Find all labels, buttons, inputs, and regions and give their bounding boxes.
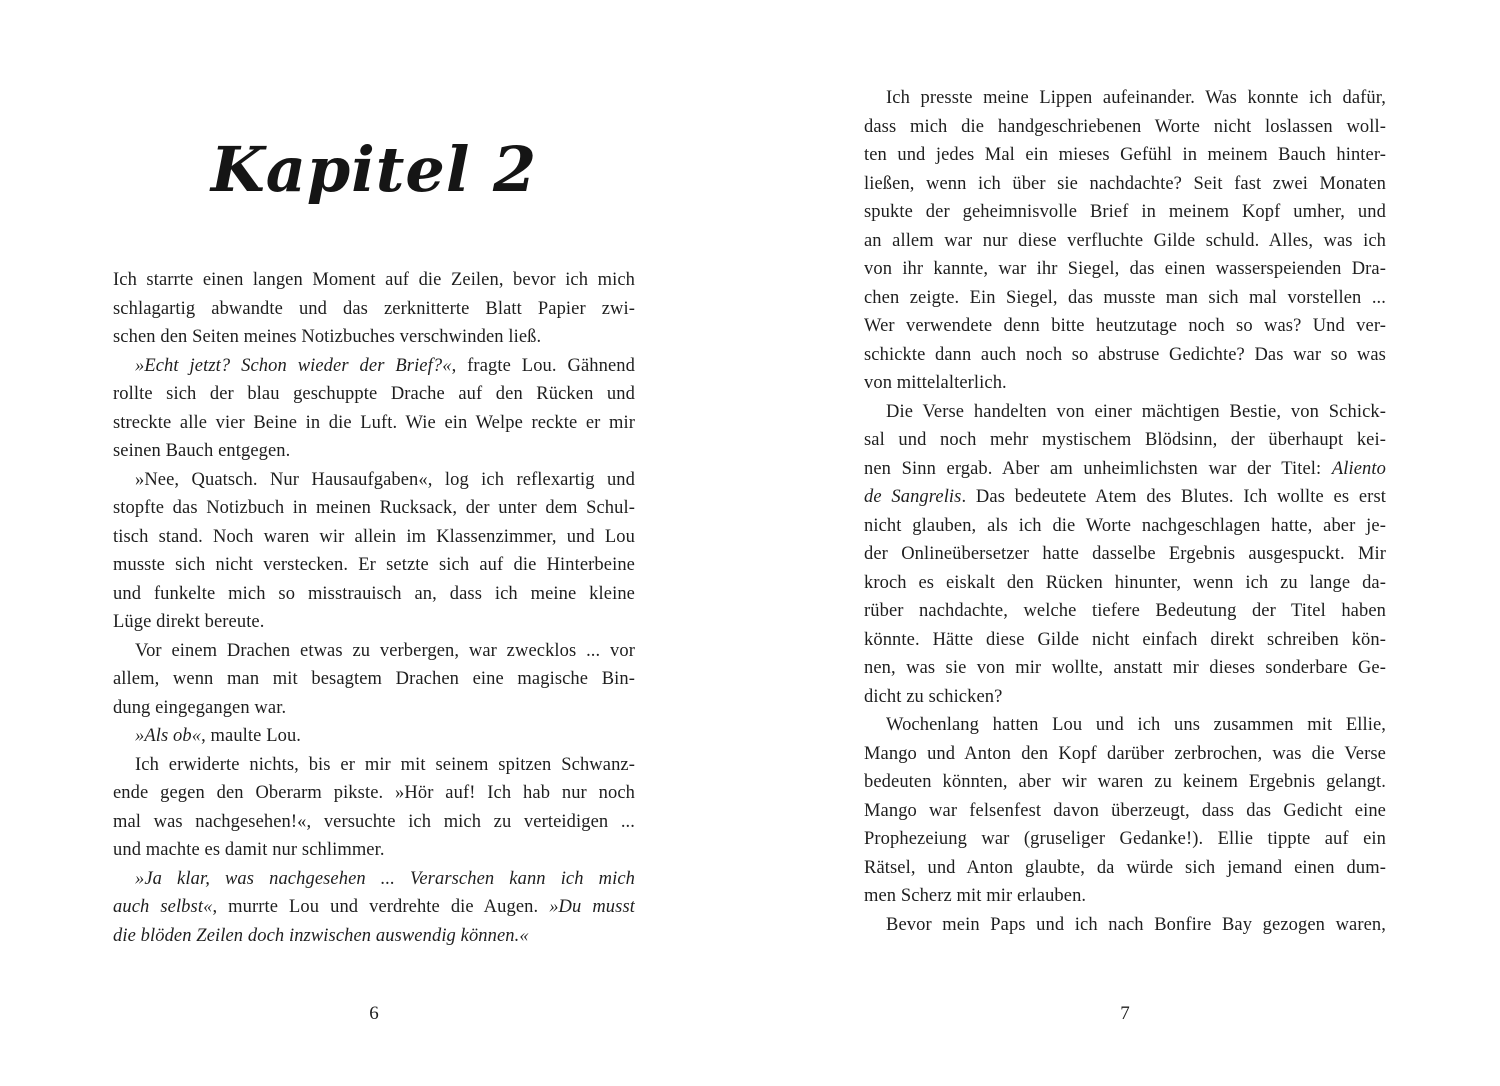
text-line [113, 409, 635, 438]
text-line [864, 540, 1386, 569]
text-line [113, 694, 635, 723]
text-segment: von mittelalterlich. [864, 373, 1007, 393]
text-line [864, 882, 1386, 911]
text-line [864, 768, 1386, 797]
text-line [864, 341, 1386, 370]
text-segment: spukte der geheimnisvolle Brief in meinem Kopf umher, und [864, 202, 1386, 222]
text-line [864, 227, 1386, 256]
italic-text-segment: »Echt jetzt? Schon wieder der Brief?« [135, 355, 452, 376]
text-segment: sal und noch mehr mystischem Blödsinn, der überhaupt kei- [864, 430, 1386, 450]
text-segment: und machte es damit nur schlimmer. [113, 840, 385, 860]
text-segment: musste sich nicht verstecken. Er setzte sich auf die Hinterbeine [113, 555, 635, 575]
text-line [864, 455, 1386, 484]
text-segment: . Das bedeutete Atem des Blutes. Ich wollte es erst [961, 487, 1386, 507]
text-line [113, 722, 635, 751]
text-line [113, 323, 635, 352]
text-line [864, 654, 1386, 683]
chapter-title: Kapitel 2 [210, 133, 538, 206]
text-segment: der Onlineübersetzer hatte dasselbe Ergebnis ausgespuckt. Mir [864, 544, 1386, 564]
text-line [113, 608, 635, 637]
text-segment: , fragte Lou. Gähnend [451, 355, 635, 376]
text-line [113, 494, 635, 523]
text-segment: an allem war nur diese verfluchte Gilde schuld. Alles, was ich [864, 230, 1386, 251]
text-segment: chen zeigte. Ein Siegel, das musste man sich mal vorstellen ... [864, 287, 1386, 308]
right-page-text [864, 84, 1386, 939]
text-line [864, 198, 1386, 227]
text-line [864, 740, 1386, 769]
text-line [864, 797, 1386, 826]
text-line [113, 808, 635, 837]
text-segment: dass mich die handgeschriebenen Worte nicht loslassen woll- [864, 116, 1386, 137]
text-line [113, 437, 635, 466]
text-line [864, 369, 1386, 398]
text-line [864, 141, 1386, 170]
text-line [864, 626, 1386, 655]
text-segment: ten und jedes Mal ein mieses Gefühl in meinem Bauch hinter- [864, 145, 1386, 165]
text-segment: dicht zu schicken? [864, 686, 1003, 707]
text-line [864, 170, 1386, 199]
text-segment: Wochenlang hatten Lou und ich uns zusammen mit Ellie, [886, 715, 1386, 735]
text-line [113, 665, 635, 694]
text-segment: schlagartig abwandte und das zerknitterte Blatt Papier zwi- [113, 298, 635, 319]
text-segment: allem, wenn man mit besagtem Drachen eine magische Bin- [113, 669, 635, 689]
text-segment: ließen, wenn ich über sie nachdachte? Seit fast zwei Monaten [864, 173, 1386, 194]
text-line [864, 512, 1386, 541]
text-segment: könnte. Hätte diese Gilde nicht einfach direkt schreiben kön- [864, 629, 1386, 650]
left-page-text [113, 266, 635, 950]
text-segment: tisch stand. Noch waren wir allein im Klassenzimmer, und Lou [113, 526, 635, 547]
text-line [113, 922, 635, 951]
text-line [864, 312, 1386, 341]
text-segment: und funkelte mich so misstrauisch an, dass ich meine kleine [113, 583, 635, 604]
text-line [113, 779, 635, 808]
text-line [864, 426, 1386, 455]
text-segment: Mango und Anton den Kopf darüber zerbrochen, was die Verse [864, 743, 1386, 764]
text-line [864, 284, 1386, 313]
text-line [864, 398, 1386, 427]
text-segment: men Scherz mit mir erlauben. [864, 886, 1087, 906]
text-line [113, 637, 635, 666]
text-segment: Mango war felsenfest davon überzeugt, dass das Gedicht eine [864, 800, 1386, 821]
text-line [864, 711, 1386, 740]
text-segment: streckte alle vier Beine in die Luft. Wie ein Welpe reckte er mir [113, 412, 635, 433]
text-segment: von ihr kannte, war ihr Siegel, das einen wasserspeienden Dra- [864, 259, 1386, 279]
italic-text-segment: Aliento [1331, 458, 1386, 479]
text-segment: mal was nachgesehen!«, versuchte ich mich zu verteidigen ... [113, 811, 635, 832]
text-line [864, 911, 1386, 940]
text-line [113, 466, 635, 495]
text-segment: dung eingegangen war. [113, 697, 287, 718]
text-segment: rollte sich der blau geschuppte Drache auf den Rücken und [113, 384, 635, 404]
text-segment: bedeuten könnten, aber wir waren zu keinem Ergebnis gelangt. [864, 772, 1386, 792]
text-line [113, 380, 635, 409]
text-line [113, 523, 635, 552]
italic-text-segment: die blöden Zeilen doch inzwischen auswendig können.« [113, 925, 529, 946]
text-line [113, 580, 635, 609]
italic-text-segment: de Sangrelis [864, 487, 962, 507]
left-page-number: 6 [369, 1003, 379, 1024]
text-segment: Ich presste meine Lippen aufeinander. Was konnte ich dafür, [886, 88, 1386, 108]
text-segment: rüber nachdachte, welche tiefere Bedeutung der Titel haben [864, 601, 1386, 621]
text-line [113, 865, 635, 894]
text-line [864, 825, 1386, 854]
text-segment: ende gegen den Oberarm pikste. »Hör auf! Ich hab nur noch [113, 783, 635, 803]
text-line [864, 597, 1386, 626]
text-line [113, 295, 635, 324]
text-line [864, 255, 1386, 284]
text-segment: Wer verwendete denn bitte heutzutage noch so was? Und ver- [864, 316, 1386, 336]
text-segment: »Nee, Quatsch. Nur Hausaufgaben«, log ich reflexartig und [135, 469, 635, 490]
text-segment: Die Verse handelten von einer mächtigen Bestie, von Schick- [886, 401, 1386, 422]
text-line [113, 266, 635, 295]
text-line [864, 113, 1386, 142]
italic-text-segment: auch selbst« [113, 897, 213, 917]
text-segment: nen Sinn ergab. Aber am unheimlichsten war der Titel: [864, 458, 1332, 479]
text-segment: schen den Seiten meines Notizbuches verschwinden ließ. [113, 327, 542, 347]
italic-text-segment: »Als ob« [135, 726, 202, 746]
text-segment: Prophezeiung war (gruseliger Gedanke!). Ellie tippte auf ein [864, 829, 1386, 849]
italic-text-segment: »Ja klar, was nachgesehen ... Verarschen kann ich mich [135, 868, 635, 889]
text-line [113, 352, 635, 381]
text-line [864, 569, 1386, 598]
right-page-number: 7 [1120, 1003, 1130, 1024]
text-segment: nicht glauben, als ich die Worte nachgeschlagen hatte, aber je- [864, 515, 1386, 536]
text-line [864, 683, 1386, 712]
text-segment: schickte dann auch noch so abstruse Gedichte? Das war so was [864, 344, 1386, 365]
text-segment: kroch es eiskalt den Rücken hinunter, wenn ich zu lange da- [864, 572, 1386, 593]
text-segment: , maulte Lou. [201, 726, 302, 746]
text-segment: Ich erwiderte nichts, bis er mir mit seinem spitzen Schwanz- [135, 754, 635, 775]
text-line [113, 551, 635, 580]
text-segment: Lüge direkt bereute. [113, 612, 265, 632]
text-line [864, 854, 1386, 883]
text-line [113, 836, 635, 865]
text-segment: Rätsel, und Anton glaubte, da würde sich jemand einen dum- [864, 857, 1386, 878]
text-segment: stopfte das Notizbuch in meinen Rucksack, der unter dem Schul- [113, 498, 635, 518]
text-segment: seinen Bauch entgegen. [113, 441, 291, 461]
text-segment: Ich starrte einen langen Moment auf die Zeilen, bevor ich mich [113, 270, 635, 290]
italic-text-segment: »Du musst [549, 897, 635, 917]
text-segment: Bevor mein Paps und ich nach Bonfire Bay gezogen waren, [886, 914, 1386, 935]
text-line [113, 751, 635, 780]
text-segment: Vor einem Drachen etwas zu verbergen, war zwecklos ... vor [135, 640, 635, 661]
text-line [864, 84, 1386, 113]
text-line [864, 483, 1386, 512]
text-segment: nen, was sie von mir wollte, anstatt mir dieses sonderbare Ge- [864, 658, 1386, 678]
text-segment: , murrte Lou und verdrehte die Augen. [212, 897, 550, 917]
text-line [113, 893, 635, 922]
